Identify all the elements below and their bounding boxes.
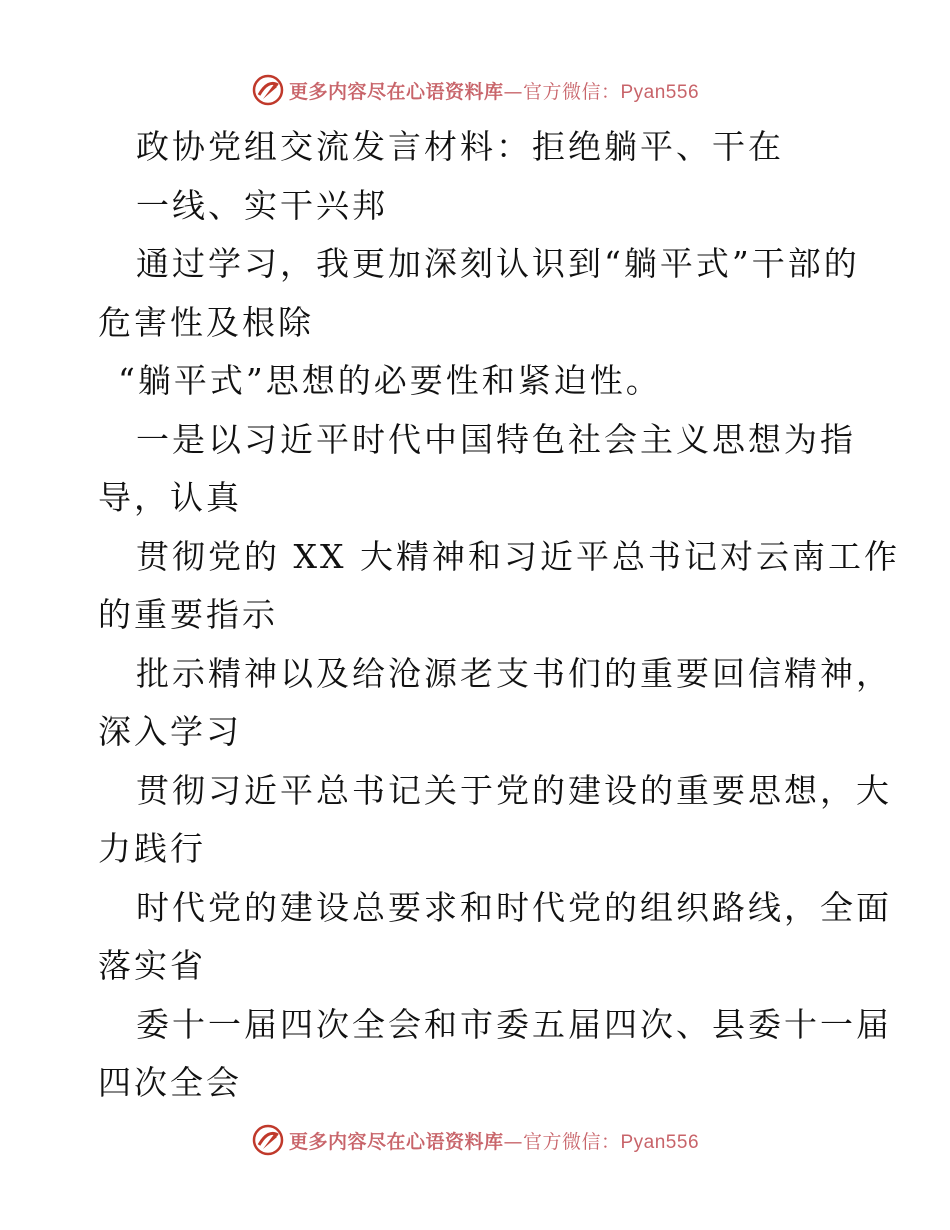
watermark-text: 更多内容尽在心语资料库—官方微信：Pyan556	[288, 1130, 700, 1153]
header-watermark	[0, 70, 950, 110]
paragraph-line: 深入学习	[98, 712, 242, 751]
watermark-text: 更多内容尽在心语资料库—官方微信：Pyan556	[288, 80, 700, 103]
paragraph-line: 的重要指示	[98, 595, 278, 634]
doc-title-line-2: 一线、实干兴邦	[136, 185, 388, 225]
doc-title-line-1: 政协党组交流发言材料：拒绝躺平、干在	[136, 127, 784, 166]
paragraph-line: 力践行	[98, 829, 206, 868]
document-body	[98, 118, 900, 1113]
paragraph-line: 时代党的建设总要求和时代党的组织路线，全面	[136, 887, 892, 927]
paragraph-line: 通过学习，我更加深刻认识到“躺平式”干部的	[136, 244, 860, 283]
paragraph-line: 批示精神以及给沧源老支书们的重要回信精神，	[136, 653, 892, 693]
paragraph-line: 委十一届四次全会和市委五届四次、县委十一届	[136, 1004, 892, 1044]
footer-watermark	[0, 1120, 950, 1160]
paragraph-line: 危害性及根除	[98, 302, 314, 342]
paragraph-line: 贯彻党的 XX 大精神和习近平总书记对云南工作	[136, 536, 900, 576]
brand-logo-icon	[251, 73, 285, 107]
paragraph-line: 落实省	[98, 946, 206, 985]
paragraph-line: “躺平式”思想的必要性和紧迫性。	[118, 361, 662, 400]
paragraph-line: 贯彻习近平总书记关于党的建设的重要思想，大	[136, 770, 892, 810]
paragraph-line: 导，认真	[98, 478, 242, 517]
brand-logo-icon	[251, 1123, 285, 1157]
paragraph-line: 四次全会	[98, 1063, 242, 1102]
paragraph-line: 一是以习近平时代中国特色社会主义思想为指	[136, 419, 856, 459]
